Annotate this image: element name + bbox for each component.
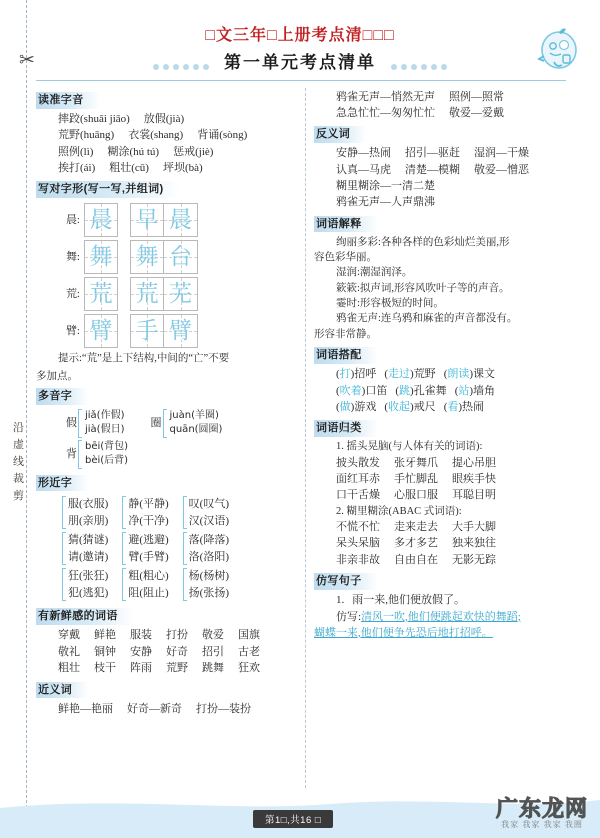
single-char-grid: [84, 314, 118, 348]
tianzige-char: 荒: [135, 280, 159, 306]
fresh-word: 鲜艳: [94, 629, 116, 642]
collocation-verb: 跳: [399, 384, 411, 397]
collocation-verb: 看: [447, 400, 459, 413]
write-tip-line: 多加点。: [36, 371, 78, 383]
collocation-paren: (: [395, 384, 400, 397]
polyphonic-item: [66, 440, 128, 469]
similar-char-items: [68, 496, 108, 529]
tianzige-cell: [164, 314, 198, 348]
collocation-noun: 游戏: [354, 400, 377, 413]
collocation-noun: 荒野: [413, 368, 436, 381]
header-rule: [36, 80, 566, 81]
similar-char-item: 扬(张扬): [188, 586, 229, 599]
section-heading-synonyms: 近义词: [36, 682, 88, 699]
polyphonic-row: [36, 409, 298, 438]
fresh-word: 荒野: [166, 662, 188, 675]
similar-char-pair: [122, 496, 168, 529]
classification-item: 走来走去: [394, 521, 438, 534]
polyphonic-reading: juàn(羊圈): [169, 409, 219, 421]
pinyin-item: 背诵(sòng): [197, 129, 248, 142]
tianzige-cell: [84, 277, 118, 311]
tianzige-char: 早: [135, 206, 159, 232]
similar-char-item: 猜(猜谜): [68, 534, 109, 547]
classification-row: [314, 553, 586, 568]
collocation-noun: 墙角: [473, 384, 496, 397]
similar-char-items: [189, 496, 229, 529]
dot-ornament-left: [151, 57, 211, 65]
similar-char-item: 朋(亲朋): [68, 514, 109, 527]
page-number: 第1□,共16 □: [253, 810, 333, 828]
similar-char-item: 臂(手臂): [128, 550, 169, 563]
antonym-row: [314, 146, 586, 161]
collocation-item: [444, 367, 495, 382]
pinyin-item: 挨打(ái): [58, 162, 96, 175]
polyphonic-readings: [170, 409, 223, 438]
similar-char-item: 汉(汉语): [188, 514, 229, 527]
collocation-verb: 朗读: [447, 368, 470, 381]
collocation-item: [384, 367, 435, 382]
brace-icon: [183, 496, 187, 529]
classification-row: [314, 520, 586, 535]
imitation-answer-line: [314, 610, 586, 625]
collocation-verb: 收起: [388, 400, 411, 413]
collocation-paren: (: [384, 368, 389, 381]
subtitle-row: [0, 48, 600, 74]
word-grid: [130, 314, 198, 348]
similar-char-pair: [122, 532, 168, 565]
column-divider: [305, 88, 306, 788]
synonym-item: 打扮—装扮: [196, 702, 251, 715]
character-label: 舞:: [65, 250, 80, 263]
tianzige-cell: [130, 203, 164, 237]
classification-item: 心服口服: [394, 489, 438, 502]
imitation-answer-label: 仿写:: [336, 610, 362, 623]
similar-char-item: 避(逃避): [128, 534, 169, 547]
collocation-paren: ): [361, 384, 366, 397]
similar-char-pair: [122, 568, 168, 601]
collocation-item: [395, 384, 446, 399]
collocation-paren: (: [336, 368, 340, 381]
tianzige-cell: [84, 314, 118, 348]
brace-icon: [62, 568, 66, 601]
similar-char-items: [68, 568, 108, 601]
section-heading-word-collocations: 词语搭配: [314, 347, 378, 364]
imitation-answer-text: 蝴蝶一来,他们便争先恐后地打招呼。: [314, 626, 493, 639]
collocation-noun: 孔雀舞: [413, 384, 447, 397]
cut-dashed-line: [26, 0, 27, 838]
fresh-word: 狂欢: [238, 662, 260, 675]
collocation-verb: 打: [339, 368, 351, 381]
classification-item: 独来独往: [452, 537, 496, 550]
word-grid: [130, 277, 198, 311]
similar-char-items: [68, 532, 108, 565]
polyphonic-char: 背: [66, 448, 77, 461]
pinyin-row: [36, 128, 298, 143]
classification-row: [314, 472, 586, 487]
tianzige-char: 晨: [89, 206, 113, 232]
similar-char-items: [128, 568, 168, 601]
fresh-word: 打扮: [166, 629, 188, 642]
write-tip-line: 提示:“荒”是上下结构,中间的“亡”不要: [58, 352, 230, 364]
synonym-row: [36, 702, 298, 717]
antonym-item: 清楚—模糊: [405, 163, 460, 176]
polyphonic-char: 假: [66, 417, 77, 430]
polyphonic-reading: bēi(背包): [85, 440, 129, 452]
imitation-answer-line: [314, 626, 586, 641]
antonym-row: [314, 163, 586, 178]
antonym-item: 招引—驱赶: [405, 147, 460, 160]
imitation-question-number: 1.: [336, 594, 345, 607]
collocation-row: [314, 384, 586, 399]
classification-row: [314, 456, 586, 471]
collocation-paren: ): [350, 400, 355, 413]
similar-char-item: 净(干净): [128, 514, 169, 527]
collocation-paren: ): [469, 368, 474, 381]
brace-icon: [122, 568, 126, 601]
collocation-noun: 热闹: [462, 400, 485, 413]
fresh-word: 铜钟: [94, 645, 116, 658]
brace-icon: [183, 532, 187, 565]
classification-item: 披头散发: [336, 456, 380, 469]
collocation-paren: ): [458, 400, 463, 413]
brace-icon: [183, 568, 187, 601]
tianzige-cell: [164, 277, 198, 311]
single-char-grid: [84, 240, 118, 274]
polyphonic-readings: [85, 409, 125, 438]
fresh-word: 好奇: [166, 645, 188, 658]
section-heading-write-characters: 写对字形(写一写,并组词): [36, 181, 180, 198]
collocation-verb: 走过: [388, 368, 411, 381]
fresh-word: 服装: [130, 629, 152, 642]
word-explanation-line: 簌簌:拟声词,形容风吹叶子等的声音。: [336, 282, 510, 294]
collocation-paren: (: [336, 384, 340, 397]
collocation-row: [314, 400, 586, 415]
classification-item: 面红耳赤: [336, 473, 380, 486]
word-grid: [130, 203, 198, 237]
single-char-grid: [84, 203, 118, 237]
section-heading-fresh-words: 有新鲜感的词语: [36, 608, 134, 625]
antonym-item: 湿润—干燥: [474, 147, 529, 160]
tianzige-char: 手: [135, 317, 159, 343]
synonym-item: 鲜艳—艳丽: [58, 702, 113, 715]
fresh-word: 跳舞: [202, 662, 224, 675]
similar-char-pair: [62, 568, 108, 601]
character-practice-line: [36, 277, 298, 311]
character-practice-line: [36, 203, 298, 237]
section-heading-antonyms: 反义词: [314, 126, 366, 143]
collocation-paren: (: [454, 384, 459, 397]
fresh-words-row: [36, 628, 298, 643]
tianzige-char: 臂: [169, 317, 192, 343]
similar-char-item: 请(邀请): [68, 550, 109, 563]
fresh-word: 阵雨: [130, 662, 152, 675]
fresh-word: 敬爱: [202, 629, 224, 642]
pinyin-item: 衣裳(shang): [128, 129, 184, 142]
word-explanation-line: 容色彩华丽。: [314, 252, 377, 264]
pinyin-item: 照例(lì): [58, 145, 94, 158]
collocation-item: [336, 400, 376, 415]
synonym-cont-item: 鸦雀无声—悄然无声: [336, 90, 435, 103]
collocation-noun: 口笛: [365, 384, 388, 397]
tianzige-char: 舞: [89, 243, 113, 269]
similar-char-row: [36, 496, 298, 529]
fresh-word: 敬礼: [58, 645, 80, 658]
polyphonic-readings: [85, 440, 128, 469]
tianzige-cell: [130, 314, 164, 348]
similar-char-item: 落(降落): [188, 534, 229, 547]
pinyin-item: 糊涂(hú tú): [107, 145, 160, 158]
classification-item: 不慌不忙: [336, 521, 380, 534]
single-char-grid: [84, 277, 118, 311]
word-grid: [130, 240, 198, 274]
section-heading-word-explanations: 词语解释: [314, 216, 378, 233]
similar-char-item: 服(衣服): [68, 498, 109, 511]
tianzige-char: 荒: [89, 280, 113, 306]
pinyin-row: [36, 112, 298, 127]
similar-char-item: 阻(阻止): [128, 586, 169, 599]
character-practice-line: [36, 314, 298, 348]
polyphonic-reading: jiǎ(作假): [85, 409, 125, 421]
brace-icon: [78, 440, 82, 469]
antonym-item: 鸦雀无声—人声鼎沸: [336, 196, 435, 209]
brace-icon: [122, 496, 126, 529]
antonym-item: 安静—热闹: [336, 147, 391, 160]
similar-char-item: 狂(张狂): [68, 570, 109, 583]
pinyin-row: [36, 161, 298, 176]
cut-text-char: 沿: [13, 422, 24, 434]
character-label: 荒:: [65, 287, 80, 300]
collocation-item: [336, 367, 376, 382]
collocation-verb: 吹着: [339, 384, 362, 397]
classification-item: 口干舌燥: [336, 489, 380, 502]
tianzige-cell: [130, 277, 164, 311]
brace-icon: [62, 532, 66, 565]
word-explanation-line: 形容非常静。: [314, 328, 377, 340]
antonym-row: [314, 179, 586, 194]
collocation-paren: (: [443, 368, 448, 381]
synonym-cont-row: [314, 106, 586, 121]
similar-char-pair: [183, 568, 229, 601]
pinyin-item: 放假(jià): [143, 113, 185, 126]
collocation-noun: 招呼: [354, 368, 377, 381]
synonym-cont-item: 敬爱—爱戴: [449, 106, 504, 119]
classification-item: 提心吊胆: [452, 456, 496, 469]
unit-subtitle: 第一单元考点清单: [224, 53, 376, 72]
brace-icon: [62, 496, 66, 529]
collocation-paren: (: [336, 400, 340, 413]
similar-char-item: 叹(叹气): [188, 498, 229, 511]
classification-row: [314, 488, 586, 503]
imitation-question-text: 雨一来,他们便放假了。: [352, 594, 465, 607]
cut-text-char: 虚: [13, 439, 24, 451]
word-explanation-line: 霎时:形容极短的时间。: [336, 298, 444, 310]
classification-item: 耳聪目明: [452, 489, 496, 502]
section-heading-similar-characters: 形近字: [36, 475, 88, 492]
brace-icon: [163, 409, 167, 438]
pinyin-item: 粗壮(cū): [109, 162, 149, 175]
similar-char-item: 杨(杨树): [188, 570, 229, 583]
section-heading-word-classification: 词语归类: [314, 420, 378, 437]
collocation-noun: 课文: [473, 368, 496, 381]
synonym-item: 好奇—新奇: [127, 702, 182, 715]
polyphonic-row: [36, 440, 298, 469]
scissors-icon: ✂: [19, 50, 35, 71]
fresh-word: 古老: [238, 645, 260, 658]
dot-ornament-right: [389, 57, 449, 65]
pinyin-row: [36, 145, 298, 160]
classification-item: 张牙舞爪: [394, 456, 438, 469]
classification-item: 眼疾手快: [452, 473, 496, 486]
antonym-item: 认真—马虎: [336, 163, 391, 176]
tianzige-char: 晨: [169, 206, 192, 232]
fresh-word: 穿戴: [58, 629, 80, 642]
polyphonic-item: [66, 409, 125, 438]
similar-char-pair: [62, 496, 108, 529]
character-label: 臂:: [65, 324, 80, 337]
fresh-word: 枝干: [94, 662, 116, 675]
polyphonic-reading: jià(假日): [85, 424, 125, 436]
collocation-row: [314, 367, 586, 382]
fresh-word: 招引: [202, 645, 224, 658]
tianzige-char: 臂: [89, 317, 113, 343]
tianzige-cell: [164, 240, 198, 274]
polyphonic-reading: bèi(后背): [85, 455, 129, 467]
left-column: [36, 88, 298, 718]
similar-char-item: 粗(粗心): [128, 570, 169, 583]
classification-group-title: 1. 摇头晃脑(与人体有关的词语):: [336, 441, 483, 453]
similar-char-row: [36, 568, 298, 601]
imitation-question: [314, 593, 586, 608]
collocation-verb: 做: [339, 400, 351, 413]
antonym-row: [314, 195, 586, 210]
imitation-answer-text: 清风一吹,他们便跳起欢快的舞蹈;: [361, 610, 521, 623]
page-title: □文三年□上册考点清□□□: [205, 27, 395, 44]
pinyin-item: 荒野(huāng): [58, 129, 115, 142]
synonym-cont-item: 急急忙忙—匆匆忙忙: [336, 106, 435, 119]
classification-item: 手忙脚乱: [394, 473, 438, 486]
watermark-subtext: 我家 我家 我家 我圈: [501, 820, 583, 829]
tianzige-cell: [84, 240, 118, 274]
similar-char-pair: [183, 532, 229, 565]
tianzige-char: 芜: [169, 280, 192, 306]
similar-char-items: [128, 532, 168, 565]
collocation-paren: ): [410, 368, 414, 381]
tianzige-cell: [164, 203, 198, 237]
character-label: 晨:: [65, 213, 80, 226]
brace-icon: [78, 409, 82, 438]
polyphonic-char: 圈: [150, 417, 162, 430]
tianzige-cell: [84, 203, 118, 237]
collocation-paren: ): [410, 384, 414, 397]
polyphonic-reading: quān(圆圈): [169, 424, 223, 436]
polyphonic-item: [151, 409, 223, 438]
collocation-noun: 戒尺: [413, 400, 436, 413]
collocation-paren: (: [443, 400, 448, 413]
section-heading-read-pinyin: 读准字音: [36, 92, 100, 109]
similar-char-pair: [62, 532, 108, 565]
classification-item: 多才多艺: [394, 537, 438, 550]
watermark: [496, 792, 588, 830]
character-practice-line: [36, 240, 298, 274]
classification-item: 呆头呆脑: [336, 537, 380, 550]
cut-text-char: 剪: [13, 490, 24, 502]
similar-char-item: 犯(逃犯): [68, 586, 109, 599]
classification-item: 无影无踪: [452, 553, 496, 566]
fresh-word: 国旗: [238, 629, 260, 642]
right-column: [314, 88, 586, 642]
collocation-item: [444, 400, 484, 415]
cut-instruction-text: [10, 420, 27, 505]
collocation-paren: ): [469, 384, 474, 397]
watermark-text: 广东龙网: [495, 796, 588, 821]
collocation-paren: ): [410, 400, 414, 413]
classification-item: 非亲非故: [336, 553, 380, 566]
section-heading-sentence-imitation: 仿写句子: [314, 573, 378, 590]
similar-char-items: [189, 532, 229, 565]
word-explanation-line: 鸦雀无声:连乌鸦和麻雀的声音都没有。: [336, 313, 518, 325]
antonym-item: 糊里糊涂—一清二楚: [336, 179, 435, 192]
tianzige-cell: [130, 240, 164, 274]
fresh-word: 安静: [130, 645, 152, 658]
similar-char-row: [36, 532, 298, 565]
classification-group-title: 2. 糊里糊涂(ABAC 式词语):: [336, 505, 462, 517]
pinyin-item: 惩戒(jiè): [173, 145, 214, 158]
cut-text-char: 裁: [13, 473, 24, 485]
mascot-icon: [530, 22, 586, 78]
word-explanation-line: 绚丽多彩:各种各样的色彩灿烂美丽,形: [336, 236, 510, 248]
collocation-item: [336, 384, 387, 399]
collocation-paren: (: [384, 400, 389, 413]
tianzige-char: 舞: [135, 243, 159, 269]
collocation-paren: ): [350, 368, 355, 381]
fresh-words-row: [36, 645, 298, 660]
similar-char-items: [189, 568, 229, 601]
classification-row: [314, 536, 586, 551]
similar-char-pair: [183, 496, 229, 529]
word-explanation-line: 湿润:潮湿润泽。: [336, 267, 413, 279]
collocation-item: [455, 384, 495, 399]
synonym-cont-row: [314, 90, 586, 105]
collocation-item: [384, 400, 435, 415]
fresh-words-row: [36, 661, 298, 676]
tianzige-char: 台: [169, 243, 192, 269]
similar-char-items: [128, 496, 168, 529]
pinyin-item: 坪坝(bà): [162, 162, 203, 175]
similar-char-item: 静(平静): [128, 498, 169, 511]
brace-icon: [122, 532, 126, 565]
similar-char-item: 洛(洛阳): [188, 550, 229, 563]
antonym-item: 敬爱—憎恶: [474, 163, 529, 176]
section-heading-polyphonic: 多音字: [36, 388, 88, 405]
collocation-verb: 站: [458, 384, 470, 397]
cut-text-char: 线: [13, 456, 24, 468]
classification-item: 自由自在: [394, 553, 438, 566]
classification-item: 大手大脚: [452, 521, 496, 534]
pinyin-item: 摔跤(shuāi jiāo): [58, 113, 130, 126]
fresh-word: 粗壮: [58, 662, 80, 675]
synonym-cont-item: 照例—照常: [449, 90, 504, 103]
